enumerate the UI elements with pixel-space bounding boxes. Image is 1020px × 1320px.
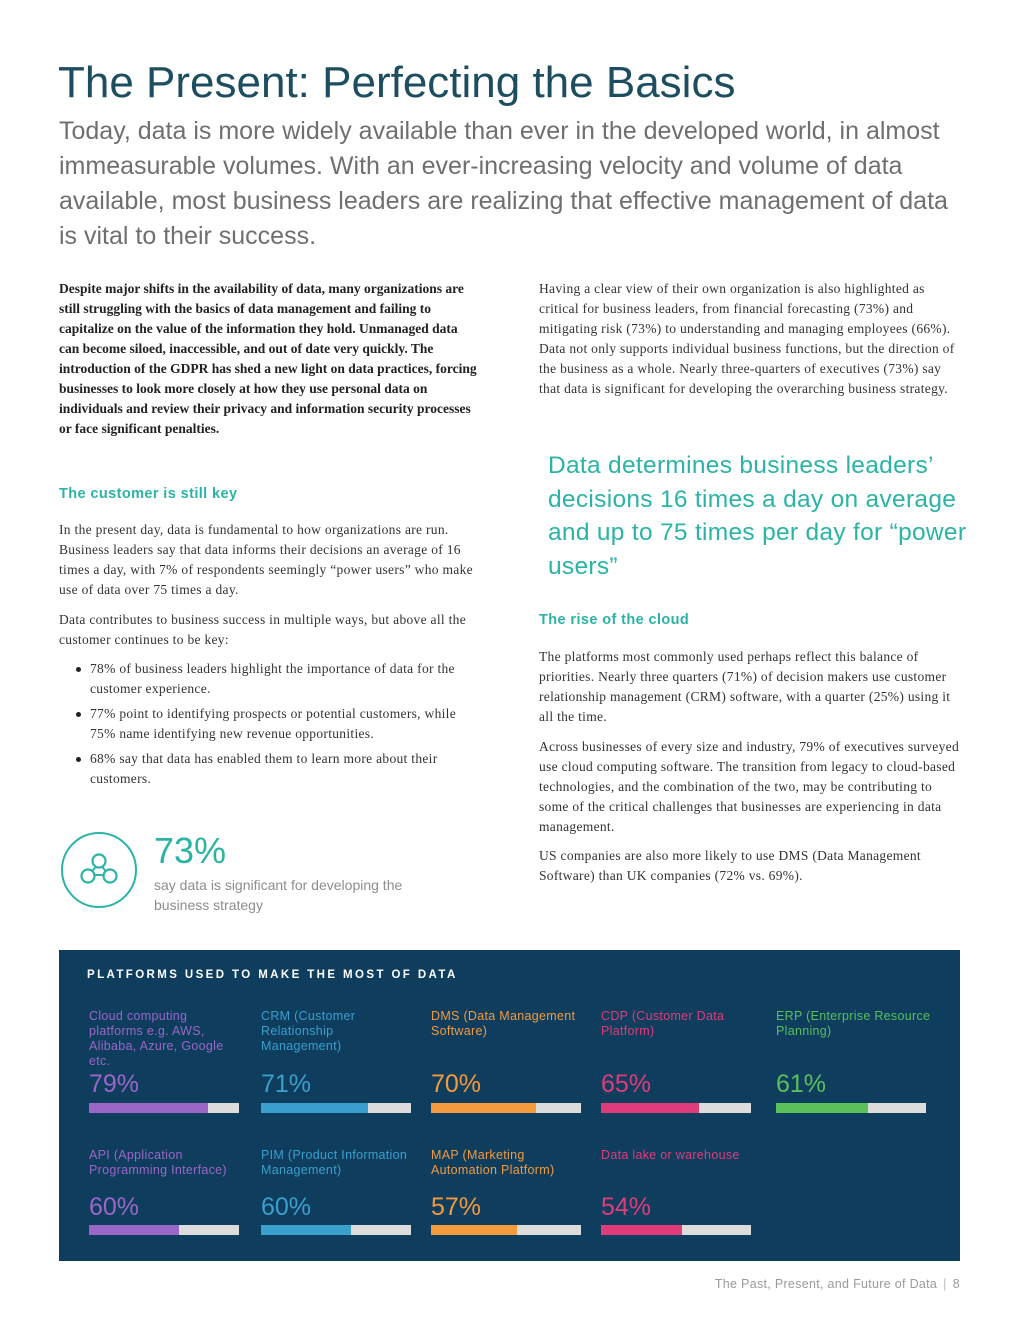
lead-paragraph: Despite major shifts in the availability of data, many organizations are still struggling with the basics of data management and failing to capitalize on the value of the information they hold. Unmanaged data can become siloed, inaccessible, and out of date very quickly. The introduction of the GDPR has shed a new light on data practices, forcing businesses to look more closely at how they use personal data on individuals and review their privacy and information security processes or face significant penalties. [59, 281, 477, 436]
platform-label: DMS (Data Management Software) [431, 1009, 576, 1038]
network-nodes-icon [59, 830, 139, 910]
customer-bullet-list [59, 659, 459, 794]
platform-label: CDP (Customer Data Platform) [601, 1009, 725, 1038]
chart-title: PLATFORMS USED TO MAKE THE MOST OF DATA [87, 969, 458, 981]
pull-quote: Data determines business leaders’ decisions 16 times a day on average and up to 75 times per day for “power users” [548, 452, 967, 580]
platform-bar-track [89, 1103, 239, 1113]
platform-label: PIM (Product Information Management) [261, 1148, 408, 1177]
platform-label: Cloud computing platforms e.g. AWS, Alibaba, Azure, Google etc. [89, 1009, 224, 1068]
platform-bar [261, 1103, 368, 1113]
platform-percentage: 57% [431, 1193, 482, 1221]
page-title: The Present: Perfecting the Basics [58, 58, 736, 107]
platform-bar [431, 1225, 517, 1235]
intro-paragraph: Today, data is more widely available than ever in the developed world, in almost immeasurable volumes. With an ever-increasing velocity and volume of data available, most business leaders are realizing that effective management of data is vital to their success. [59, 117, 948, 250]
bullet-item: 77% point to identifying prospects or potential customers, while 75% name identifying new revenue opportunities. [59, 704, 459, 744]
cloud-paragraph-2: Across businesses of every size and industry, 79% of executives surveyed use cloud computing software. The transition from legacy to cloud-based technologies, and the combination of the two, may be contributing to some of the critical challenges that businesses are experiencing in data management. [539, 739, 959, 834]
platform-percentage: 60% [261, 1193, 312, 1221]
stat-value: 73% [154, 830, 227, 871]
customer-heading: The customer is still key [59, 486, 238, 502]
platform-label: API (Application Programming Interface) [89, 1148, 227, 1177]
customer-paragraph-2: Data contributes to business success in multiple ways, but above all the customer continues to be key: [59, 612, 467, 647]
platform-bar-track [431, 1225, 581, 1235]
footer-doc-title: The Past, Present, and Future of Data [714, 1277, 938, 1291]
platform-bar-track [601, 1103, 751, 1113]
page-footer: The Past, Present, and Future of Data | 8 [714, 1277, 960, 1291]
right-paragraph-1: Having a clear view of their own organization is also highlighted as critical for business leaders, from financial forecasting (73%) and mitigating risk (73%) to understanding and managing employees (66%). Data not only supports individual business functions, but the direction of the business as a whole. Nearly three-quarters of executives (73%) say that data is significant for developing the overarching business strategy. [539, 281, 955, 396]
platform-bar-track [261, 1103, 411, 1113]
page-number: 8 [952, 1277, 960, 1291]
platform-bar [89, 1225, 179, 1235]
platforms-chart-panel [59, 950, 960, 1261]
cloud-paragraph-1: The platforms most commonly used perhaps reflect this balance of priorities. Nearly three quarters (71%) of decision makers use customer relationship management (CRM) software, with a quarter (25%) using it all the time. [539, 649, 951, 724]
platform-percentage: 54% [601, 1193, 652, 1221]
bullet-item: 68% say that data has enabled them to learn more about their customers. [59, 749, 459, 789]
platform-bar [431, 1103, 536, 1113]
cloud-paragraph-3: US companies are also more likely to use DMS (Data Management Software) than UK companies (72% vs. 69%). [539, 848, 921, 883]
platform-percentage: 60% [89, 1193, 140, 1221]
platform-bar [601, 1103, 699, 1113]
platform-label: ERP (Enterprise Resource Planning) [776, 1009, 931, 1038]
bullet-item: 78% of business leaders highlight the importance of data for the customer experience. [59, 659, 459, 699]
platform-bar-track [601, 1225, 751, 1235]
platform-percentage: 70% [431, 1070, 482, 1098]
platform-bar-track [261, 1225, 411, 1235]
platform-label: CRM (Customer Relationship Management) [261, 1009, 356, 1053]
cloud-heading: The rise of the cloud [539, 612, 690, 628]
platform-bar-track [89, 1225, 239, 1235]
platform-bar-track [431, 1103, 581, 1113]
platform-label: Data lake or warehouse [601, 1148, 740, 1162]
platform-percentage: 71% [261, 1070, 312, 1098]
platform-percentage: 61% [776, 1070, 827, 1098]
stat-caption: say data is significant for developing the business strategy [154, 877, 403, 913]
platform-bar-track [776, 1103, 926, 1113]
platform-percentage: 65% [601, 1070, 652, 1098]
customer-paragraph-1: In the present day, data is fundamental to how organizations are run. Business leaders say that data informs their decisions an average of 16 times a day, with 7% of respondents seemingly “power users” who make use of data over 75 times a day. [59, 522, 473, 597]
platform-bar [261, 1225, 351, 1235]
platform-label: MAP (Marketing Automation Platform) [431, 1148, 555, 1177]
platform-bar [89, 1103, 208, 1113]
platform-percentage: 79% [89, 1070, 140, 1098]
platform-bar [776, 1103, 868, 1113]
platform-bar [601, 1225, 682, 1235]
